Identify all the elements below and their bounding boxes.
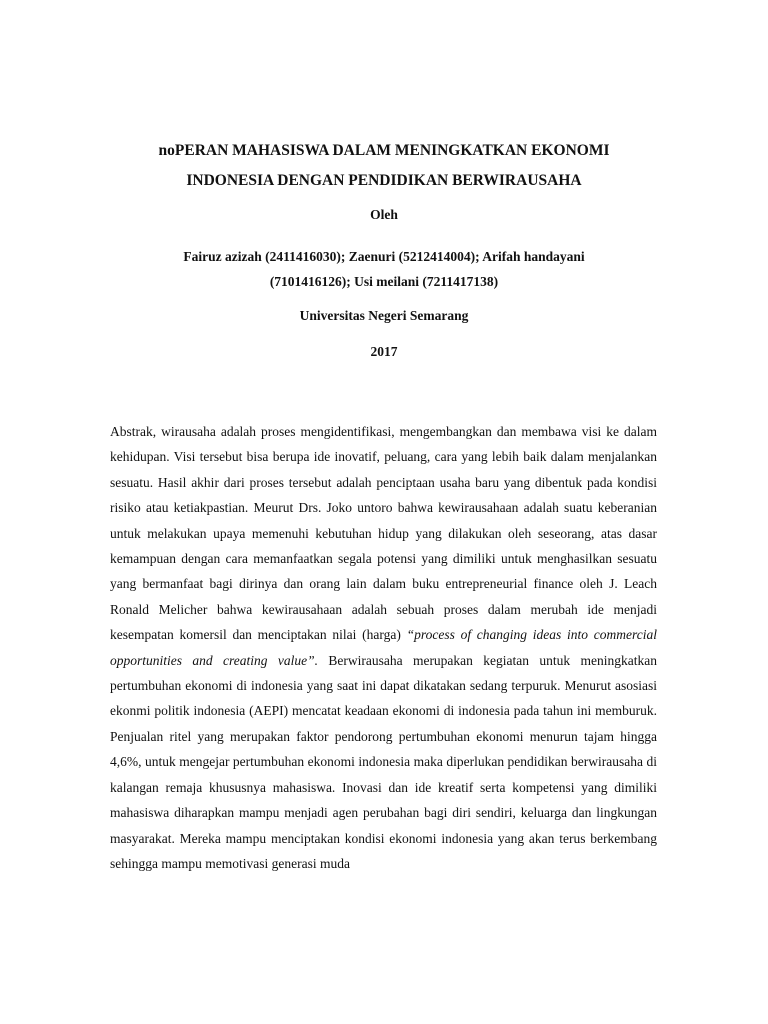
abstract-paragraph [110,419,657,876]
affiliation: Universitas Negeri Semarang [299,308,469,323]
abstract-text-part-2: Berwirausaha merupakan kegiatan untuk meningkatkan pertumbuhan ekonomi di indonesia yang saat ini dapat dikatakan sedang terpuruk. Menurut asosiasi ekonmi politik indonesia (AEPI) mencatat keadaan ekonomi di indonesia pada tahun ini memburuk. Penjualan ritel yang merupakan faktor pendorong pertumbuhan ekonomi menurun tajam hingga 4,6%, untuk mengejar pertumbuhan ekonomi indonesia maka diperlukan pendidikan berwirausaha di kalangan remaja khususnya mahasiswa. Inovasi dan ide kreatif serta kompetensi yang dimiliki mahasiswa diharapkan mampu menjadi agen perubahan bagi diri sendiri, keluarga dan lingkungan masyarakat. Mereka mampu menciptakan kondisi ekonomi indonesia yang akan terus berkembang sehingga mampu memotivasi generasi muda [110,652,657,871]
paper-title [60,136,708,196]
authors-line-1: Fairuz azizah (2411416030); Zaenuri (5212414004); Arifah handayani [183,249,585,264]
paper-title-line-1: noPERAN MAHASISWA DALAM MENINGKATKAN EKONOMI [158,142,610,159]
paper-title-line-2: INDONESIA DENGAN PENDIDIKAN BERWIRAUSAHA [186,172,582,189]
year: 2017 [370,344,398,359]
abstract-quote: “process of changing ideas into commercial opportunities and creating value”. [110,627,657,668]
authors [60,244,708,294]
abstract-text-part-1: Abstrak, wirausaha adalah proses mengidentifikasi, mengembangkan dan membawa visi ke dalam kehidupan. Visi tersebut bisa berupa ide inovatif, peluang, cara yang lebih baik dalam menjalankan sesuatu. Hasil akhir dari proses tersebut adalah penciptaan usaha baru yang dibentuk pada kondisi risiko atau ketiakpastian. Meurut Drs. Joko untoro bahwa kewirausahaan adalah suatu keberanian untuk melakukan upaya memenuhi kebutuhan hidup yang dilakukan oleh seseorang, atas dasar kemampuan dengan cara memanfaatkan segala potensi yang dimiliki untuk menghasilkan sesuatu yang bermanfaat bagi dirinya dan orang lain dalam buku entrepreneurial finance oleh J. Leach Ronald Melicher bahwa kewirausahaan adalah sebuah proses dalam merubah ide menjadi kesempatan komersil dan menciptakan nilai (harga) [110,424,657,643]
authors-line-2: (7101416126); Usi meilani (7211417138) [269,274,499,289]
byline: Oleh [370,207,398,222]
